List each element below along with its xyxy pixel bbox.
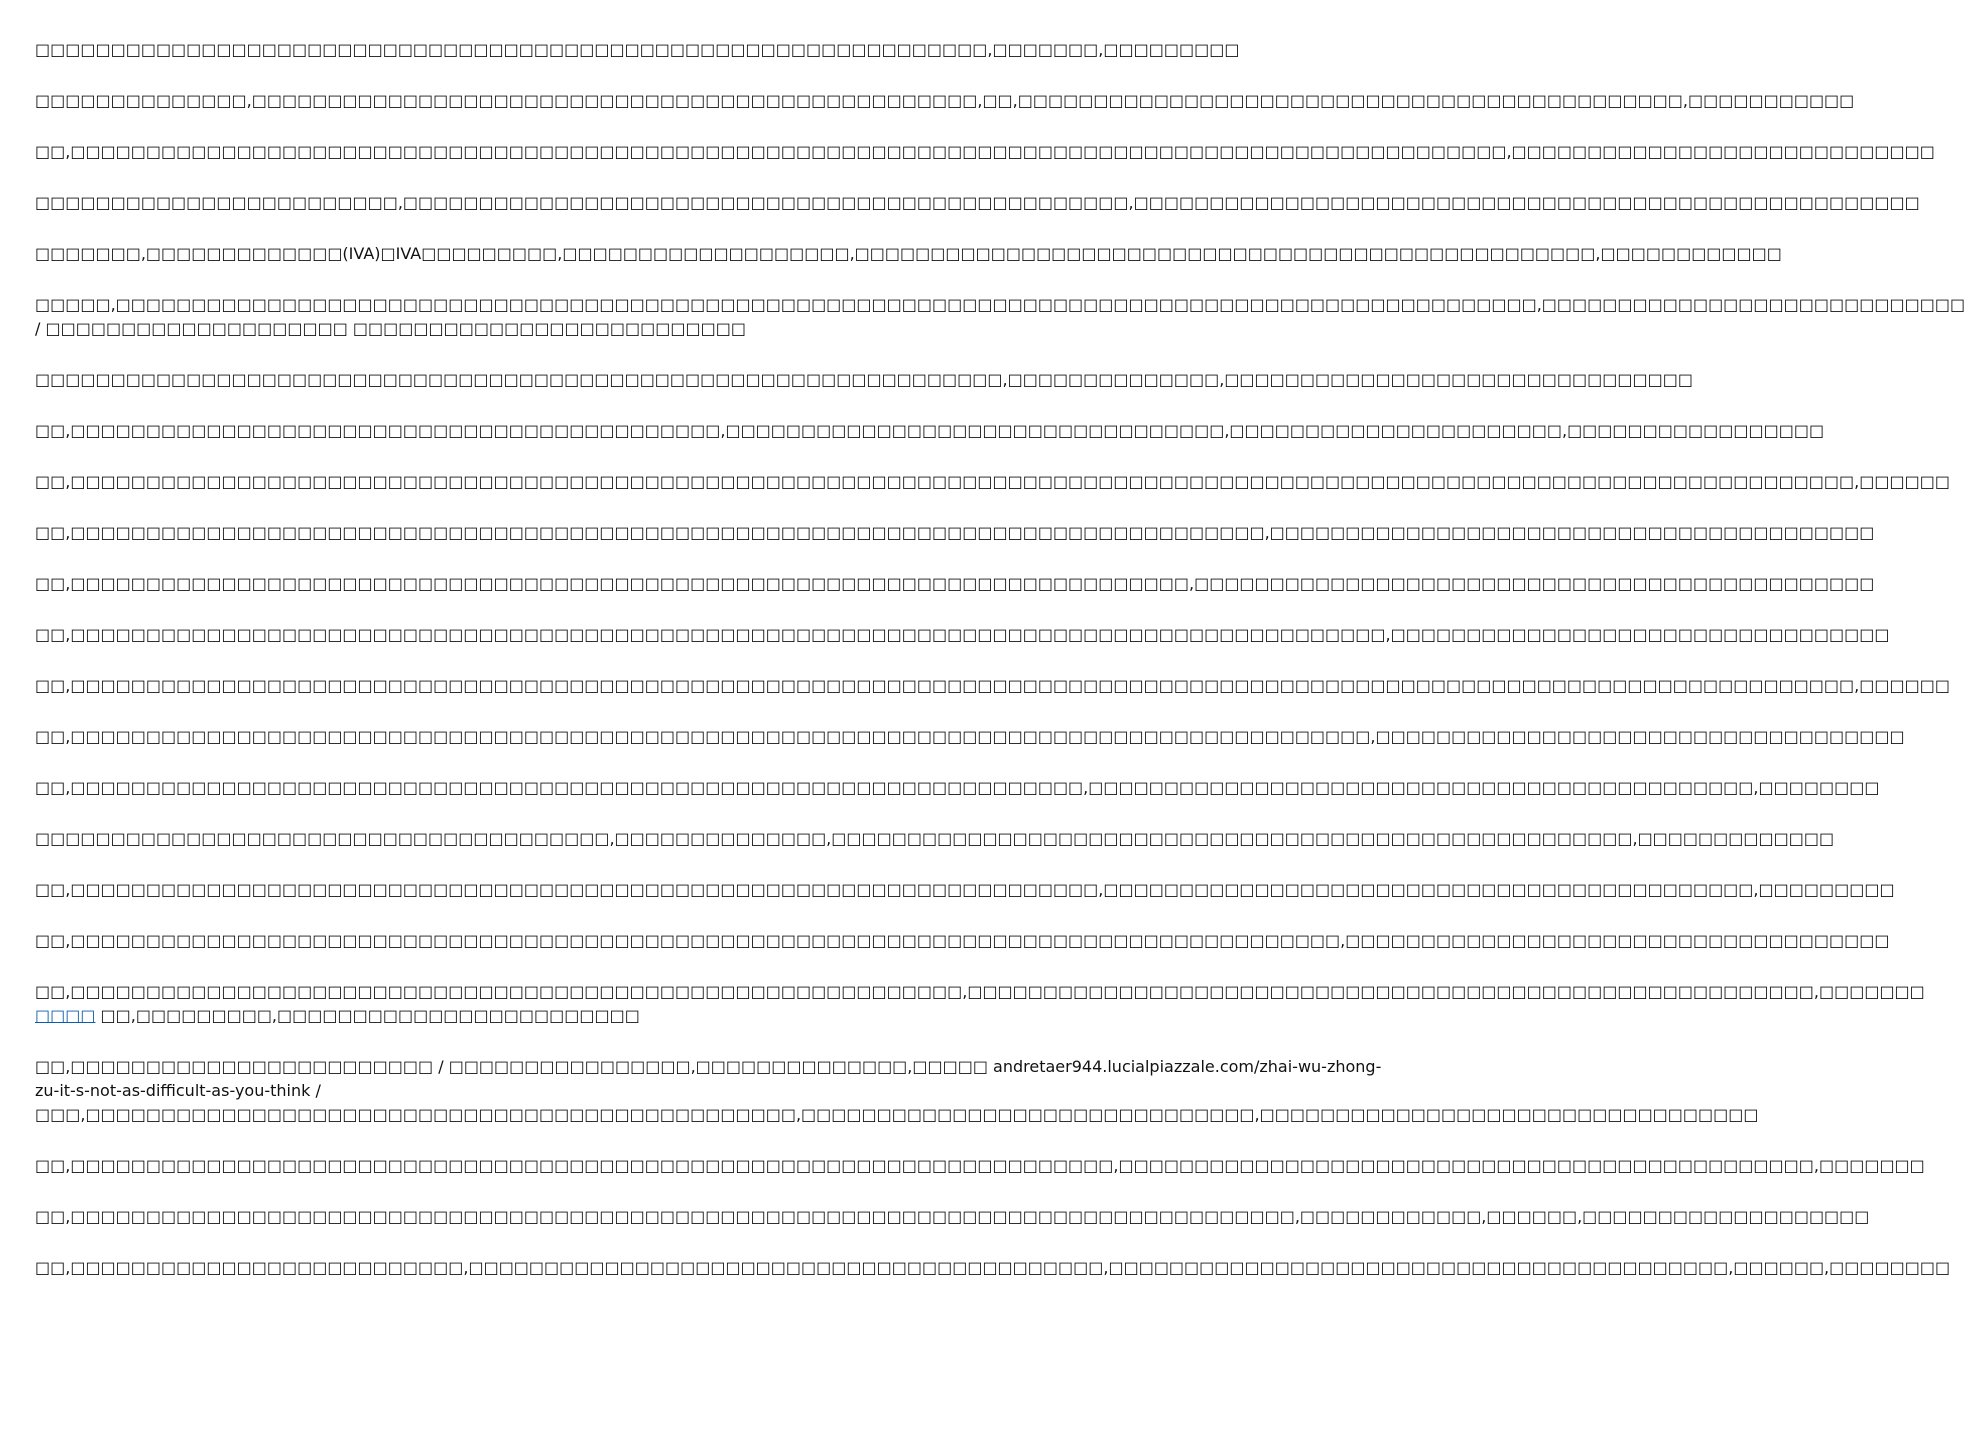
paragraph bbox=[35, 572, 1875, 596]
paragraph-text: □□□□□□□□□□□□□□□□□□□□□□□□□□□□□□□□□□□□□□□□□□□□□□□□□□□□□□□□□□□□□□□,□□□□□□□,□□□□□□□□□ bbox=[35, 40, 1240, 59]
paragraph-line: zu-it-s-not-as-difficult-as-you-think / bbox=[35, 1081, 321, 1100]
paragraph bbox=[35, 470, 1950, 494]
paragraph-text: □□,□□□□□□□□□□□□□□□□□□□□□□□□□□□□□□□□□□□□□□□□□□□□□□□□□□□□□□□□□□□□□□□□□□□□,□□□□□□□□□□□□□□□□□□□□□□□□□□□□□□□□□□□□□□□□□□□,□□□□□□□□□ bbox=[35, 880, 1895, 899]
paragraph-line: □□□□□,□□□□□□□□□□□□□□□□□□□□□□□□□□□□□□□□□□□□□□□□□□□□□□□□□□□□□□□□□□□□□□□□□□□□□□□□□□□□□□□□□□□□□□□□□□□□□□,□□□□□□□□□□□□□□□□□□□□□□□□□□□□ bbox=[35, 295, 1965, 314]
paragraph-text: □□,□□□□□□□□□□□□□□□□□□□□□□□□□□□□□□□□□□□□□□□□□□□,□□□□□□□□□□□□□□□□□□□□□□□□□□□□□□□□□,□□□□□□□□□□□□□□□□□□□□□□,□□□□□□□□□□□□□□□□□ bbox=[35, 421, 1825, 440]
paragraph bbox=[35, 878, 1895, 902]
paragraph-text: □□□□□□□□□□□□□□,□□□□□□□□□□□□□□□□□□□□□□□□□□□□□□□□□□□□□□□□□□□□□□□□,□□,□□□□□□□□□□□□□□□□□□□□□□□□□□□□□□□□□□□□□□□□□□□□,□□□□□□□□□□□ bbox=[35, 91, 1855, 110]
paragraph bbox=[35, 1256, 1951, 1280]
paragraph bbox=[35, 368, 1693, 392]
paragraph-text: □□,□□□□□□□□□,□□□□□□□□□□□□□□□□□□□□□□□□ bbox=[95, 1006, 640, 1025]
paragraph bbox=[35, 674, 1950, 698]
paragraph-text: □□□□□□□□□□□□□□□□□□□□□□□□,□□□□□□□□□□□□□□□□□□□□□□□□□□□□□□□□□□□□□□□□□□□□□□□□,□□□□□□□□□□□□□□□□□□□□□□□□□□□□□□□□□□□□□□□□□□□□□□□□□□□□ bbox=[35, 193, 1920, 212]
paragraph-line bbox=[35, 1004, 990, 1028]
paragraph bbox=[35, 623, 1890, 647]
paragraph bbox=[35, 929, 1890, 953]
paragraph-text: □□□□□□□,□□□□□□□□□□□□□(IVA)□IVA□□□□□□□□□,□□□□□□□□□□□□□□□□□□□,□□□□□□□□□□□□□□□□□□□□□□□□□□□□□□□□□□□□□□□□□□□□□□□□□,□□□□□□□□□□□□ bbox=[35, 244, 1782, 263]
paragraph bbox=[35, 776, 1880, 800]
paragraph bbox=[35, 38, 1240, 62]
paragraph bbox=[35, 980, 1925, 1028]
paragraph bbox=[35, 242, 1782, 266]
paragraph-text: □□,□□□□□□□□□□□□□□□□□□□□□□□□□□□□□□□□□□□□□□□□□□□□□□□□□□□□□□□□□□□□□□□□□□□□□□□□□□,□□□□□□□□□□□□□□□□□□□□□□□□□□□□□□□□□□□□□□□□□□□□□ bbox=[35, 574, 1875, 593]
paragraph-line: □□,□□□□□□□□□□□□□□□□□□□□□□□□ / □□□□□□□□□□□□□□□□,□□□□□□□□□□□□□□,□□□□□ andretaer944.lucialpiazzale.com/zhai-wu-zhong- bbox=[35, 1057, 1382, 1076]
paragraph bbox=[35, 1205, 1870, 1229]
paragraph-text: □□,□□□□□□□□□□□□□□□□□□□□□□□□□□□□□□□□□□□□□□□□□□□□□□□□□□□□□□□□□□□□□□□□□□□□□□□□□□□□□□□,□□□□□□□□□□□□□□□□□□□□□□□□□□□□□□□□□□□□□□□□ bbox=[35, 523, 1875, 542]
paragraph-text: □□□□□□□□□□□□□□□□□□□□□□□□□□□□□□□□□□□□□□,□□□□□□□□□□□□□□,□□□□□□□□□□□□□□□□□□□□□□□□□□□□□□□□□□□□□□□□□□□□□□□□□□□□□,□□□□□□□□□□□□□ bbox=[35, 829, 1835, 848]
paragraph bbox=[35, 827, 1835, 851]
paragraph-text: □□,□□□□□□□□□□□□□□□□□□□□□□□□□□,□□□□□□□□□□□□□□□□□□□□□□□□□□□□□□□□□□□□□□□□□□,□□□□□□□□□□□□□□□□□□□□□□□□□□□□□□□□□□□□□□□□□,□□□□□□,□□□□□□□□ bbox=[35, 1258, 1951, 1277]
paragraph-text: □□,□□□□□□□□□□□□□□□□□□□□□□□□□□□□□□□□□□□□□□□□□□□□□□□□□□□□□□□□□□□□□□□□□□□□□□□□□□□□□□□□□□□□□□,□□□□□□□□□□□□□□□□□□□□□□□□□□□□□□□□□□□ bbox=[35, 727, 1905, 746]
paragraph-text: □□,□□□□□□□□□□□□□□□□□□□□□□□□□□□□□□□□□□□□□□□□□□□□□□□□□□□□□□□□□□□□□□□□□□□□□□□□□□□□□□□□□□□□□□□□□□□□□□□□□□□□□□□□□□□□□□□□□□□□□□,□□□□□□ bbox=[35, 676, 1950, 695]
paragraph-text: □□,□□□□□□□□□□□□□□□□□□□□□□□□□□□□□□□□□□□□□□□□□□□□□□□□□□□□□□□□□□□□□□□□□□□□□□□□□□□□□□□□□,□□□□□□□□□□□□,□□□□□□,□□□□□□□□□□□□□□□□□□□ bbox=[35, 1207, 1870, 1226]
paragraph bbox=[35, 725, 1905, 749]
paragraph bbox=[35, 140, 1935, 164]
document-body bbox=[35, 38, 1965, 1307]
paragraph bbox=[35, 191, 1920, 215]
paragraph bbox=[35, 1154, 1925, 1178]
paragraph-text: □□,□□□□□□□□□□□□□□□□□□□□□□□□□□□□□□□□□□□□□□□□□□□□□□□□□□□□□□□□□□□□□□□□□□□□□□□□□□□□□□□□□□□□□□□□□□□□□□□,□□□□□□□□□□□□□□□□□□□□□□□□□□□□ bbox=[35, 142, 1935, 161]
paragraph bbox=[35, 1055, 1759, 1127]
paragraph-line: / □□□□□□□□□□□□□□□□□□□□ □□□□□□□□□□□□□□□□□□□□□□□□□□ bbox=[35, 319, 746, 338]
paragraph-text: □□,□□□□□□□□□□□□□□□□□□□□□□□□□□□□□□□□□□□□□□□□□□□□□□□□□□□□□□□□□□□□□□□□□□□□□□□□□□□□□□□□□□□□□□□,□□□□□□□□□□□□□□□□□□□□□□□□□□□□□□□□□ bbox=[35, 625, 1890, 644]
paragraph bbox=[35, 89, 1855, 113]
paragraph bbox=[35, 293, 1965, 341]
paragraph-text: □□,□□□□□□□□□□□□□□□□□□□□□□□□□□□□□□□□□□□□□□□□□□□□□□□□□□□□□□□□□□□□□□□□□□□□□□□□□□□□□□□□□□□□,□□□□□□□□□□□□□□□□□□□□□□□□□□□□□□□□□□□□ bbox=[35, 931, 1890, 950]
paragraph-line: □□,□□□□□□□□□□□□□□□□□□□□□□□□□□□□□□□□□□□□□□□□□□□□□□□□□□□□□□□□□□□,□□□□□□□□□□□□□□□□□□□□□□□□□□□□□□□□□□□□□□□□□□□□□□□□□□□□□□□□,□□□□□□□ bbox=[35, 982, 1925, 1001]
paragraph-text: □□,□□□□□□□□□□□□□□□□□□□□□□□□□□□□□□□□□□□□□□□□□□□□□□□□□□□□□□□□□□□□□□□□□□□,□□□□□□□□□□□□□□□□□□□□□□□□□□□□□□□□□□□□□□□□□□□□,□□□□□□□□ bbox=[35, 778, 1880, 797]
inline-link[interactable]: □□□□ bbox=[35, 1006, 96, 1025]
paragraph-line: □□□,□□□□□□□□□□□□□□□□□□□□□□□□□□□□□□□□□□□□□□□□□□□□□□□,□□□□□□□□□□□□□□□□□□□□□□□□□□□□□□,□□□□□□□□□□□□□□□□□□□□□□□□□□□□□□□□□ bbox=[35, 1105, 1759, 1124]
paragraph-text: □□,□□□□□□□□□□□□□□□□□□□□□□□□□□□□□□□□□□□□□□□□□□□□□□□□□□□□□□□□□□□□□□□□□□□□□□□□□□□□□□□□□□□□□□□□□□□□□□□□□□□□□□□□□□□□□□□□□□□□□□,□□□□□□ bbox=[35, 472, 1950, 491]
paragraph-text: □□,□□□□□□□□□□□□□□□□□□□□□□□□□□□□□□□□□□□□□□□□□□□□□□□□□□□□□□□□□□□□□□□□□□□□□,□□□□□□□□□□□□□□□□□□□□□□□□□□□□□□□□□□□□□□□□□□□□□□,□□□□□□□ bbox=[35, 1156, 1925, 1175]
paragraph-text: □□□□□□□□□□□□□□□□□□□□□□□□□□□□□□□□□□□□□□□□□□□□□□□□□□□□□□□□□□□□□□□□,□□□□□□□□□□□□□□,□□□□□□□□□□□□□□□□□□□□□□□□□□□□□□□ bbox=[35, 370, 1693, 389]
paragraph bbox=[35, 521, 1875, 545]
paragraph bbox=[35, 419, 1825, 443]
